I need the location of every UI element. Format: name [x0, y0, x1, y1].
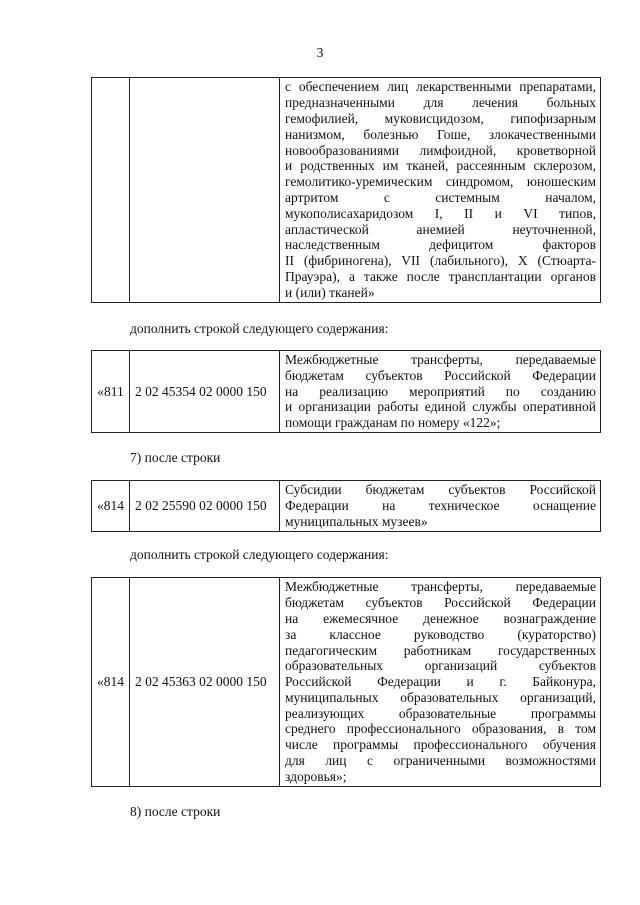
- text-line: бюджетам субъектов Российской Федерации: [285, 367, 596, 383]
- text-line: для лиц с ограниченными возможностями: [285, 753, 596, 769]
- page-number: 3: [316, 45, 324, 60]
- text-line: здоровья»;: [285, 768, 347, 784]
- budget-table-row-811: [91, 350, 601, 433]
- budget-table-row-continuation: [91, 77, 601, 303]
- text-line: бюджетам субъектов Российской Федерации: [285, 595, 596, 611]
- text-line: муниципальных образовательных организаций,: [285, 689, 596, 705]
- text-line: и (или) тканей»: [285, 284, 375, 300]
- revenue-name-cell: [280, 481, 601, 532]
- instruction-paragraph: 8) после строки: [130, 804, 221, 819]
- text-line: среднего профессионального образования, в том: [285, 721, 596, 737]
- text-line: муниципальных музеев»: [285, 513, 428, 529]
- instruction-paragraph: дополнить строкой следующего содержания:: [130, 321, 389, 336]
- text-line: гемофилией, муковисцидозом, гипофизарным: [285, 111, 596, 127]
- text-line: наследственным дефицитом факторов: [285, 237, 596, 253]
- table-row: [92, 578, 601, 787]
- admin-code-cell: [92, 78, 130, 303]
- text-line: реализующих образовательные программы: [285, 705, 596, 721]
- budget-table-row-814-museums: [91, 480, 601, 532]
- text-line: Российской Федерации и г. Байконура,: [285, 674, 596, 690]
- text-line: помощи гражданам по номеру «122»;: [285, 415, 501, 431]
- admin-code-cell: «814: [92, 481, 130, 532]
- text-line: артритом с системным началом,: [285, 190, 596, 205]
- revenue-code-cell: [130, 78, 280, 303]
- table-row: [92, 351, 601, 433]
- text-line: гемолитико-уремическим синдромом, юношеским: [285, 174, 596, 190]
- text-line: мукополисахаридозом I, II и VI типов,: [285, 205, 596, 221]
- text-line: Прауэра), а также после трансплантации органов: [285, 268, 596, 284]
- text-line: на реализацию мероприятий по созданию: [285, 383, 596, 399]
- table-row: [92, 78, 601, 303]
- text-line: апластической анемией неуточненной,: [285, 221, 596, 237]
- revenue-code-cell: 2 02 45354 02 0000 150: [130, 351, 280, 433]
- admin-code-cell: «814: [92, 578, 130, 787]
- text-line: новообразованиями лимфоидной, кроветворной: [285, 142, 596, 158]
- text-line: нанизмом, болезнью Гоше, злокачественными: [285, 126, 596, 142]
- text-line: за классное руководство (кураторство): [285, 626, 596, 642]
- text-line: числе программы профессионального обучения: [285, 737, 596, 753]
- revenue-code-cell: 2 02 25590 02 0000 150: [130, 481, 280, 532]
- text-line: предназначенными для лечения больных: [285, 95, 596, 111]
- revenue-name-cell: [280, 78, 601, 303]
- text-line: с обеспечением лиц лекарственными препаратами,: [285, 79, 596, 95]
- text-line: Межбюджетные трансферты, передаваемые: [285, 352, 596, 367]
- text-line: II (фибриногена), VII (лабильного), X (Стюарта-: [285, 253, 596, 269]
- instruction-paragraph: дополнить строкой следующего содержания:: [130, 547, 389, 562]
- text-line: Межбюджетные трансферты, передаваемые: [285, 579, 596, 595]
- text-line: и организации работы единой службы оперативной: [285, 399, 596, 415]
- text-line: Федерации на техническое оснащение: [285, 498, 596, 514]
- revenue-name-cell: [280, 351, 601, 433]
- instruction-paragraph: 7) после строки: [130, 450, 221, 465]
- admin-code-cell: «811: [92, 351, 130, 433]
- budget-table-row-814-teachers: [91, 577, 601, 787]
- text-line: педагогическим работникам государственных: [285, 642, 596, 658]
- text-line: Субсидии бюджетам субъектов Российской: [285, 482, 596, 498]
- text-line: и родственных им тканей, рассеянным склерозом,: [285, 158, 596, 174]
- revenue-name-cell: [280, 578, 601, 787]
- text-line: образовательных организаций субъектов: [285, 658, 596, 674]
- text-line: на ежемесячное денежное вознаграждение: [285, 610, 596, 626]
- revenue-code-cell: 2 02 45363 02 0000 150: [130, 578, 280, 787]
- table-row: [92, 481, 601, 532]
